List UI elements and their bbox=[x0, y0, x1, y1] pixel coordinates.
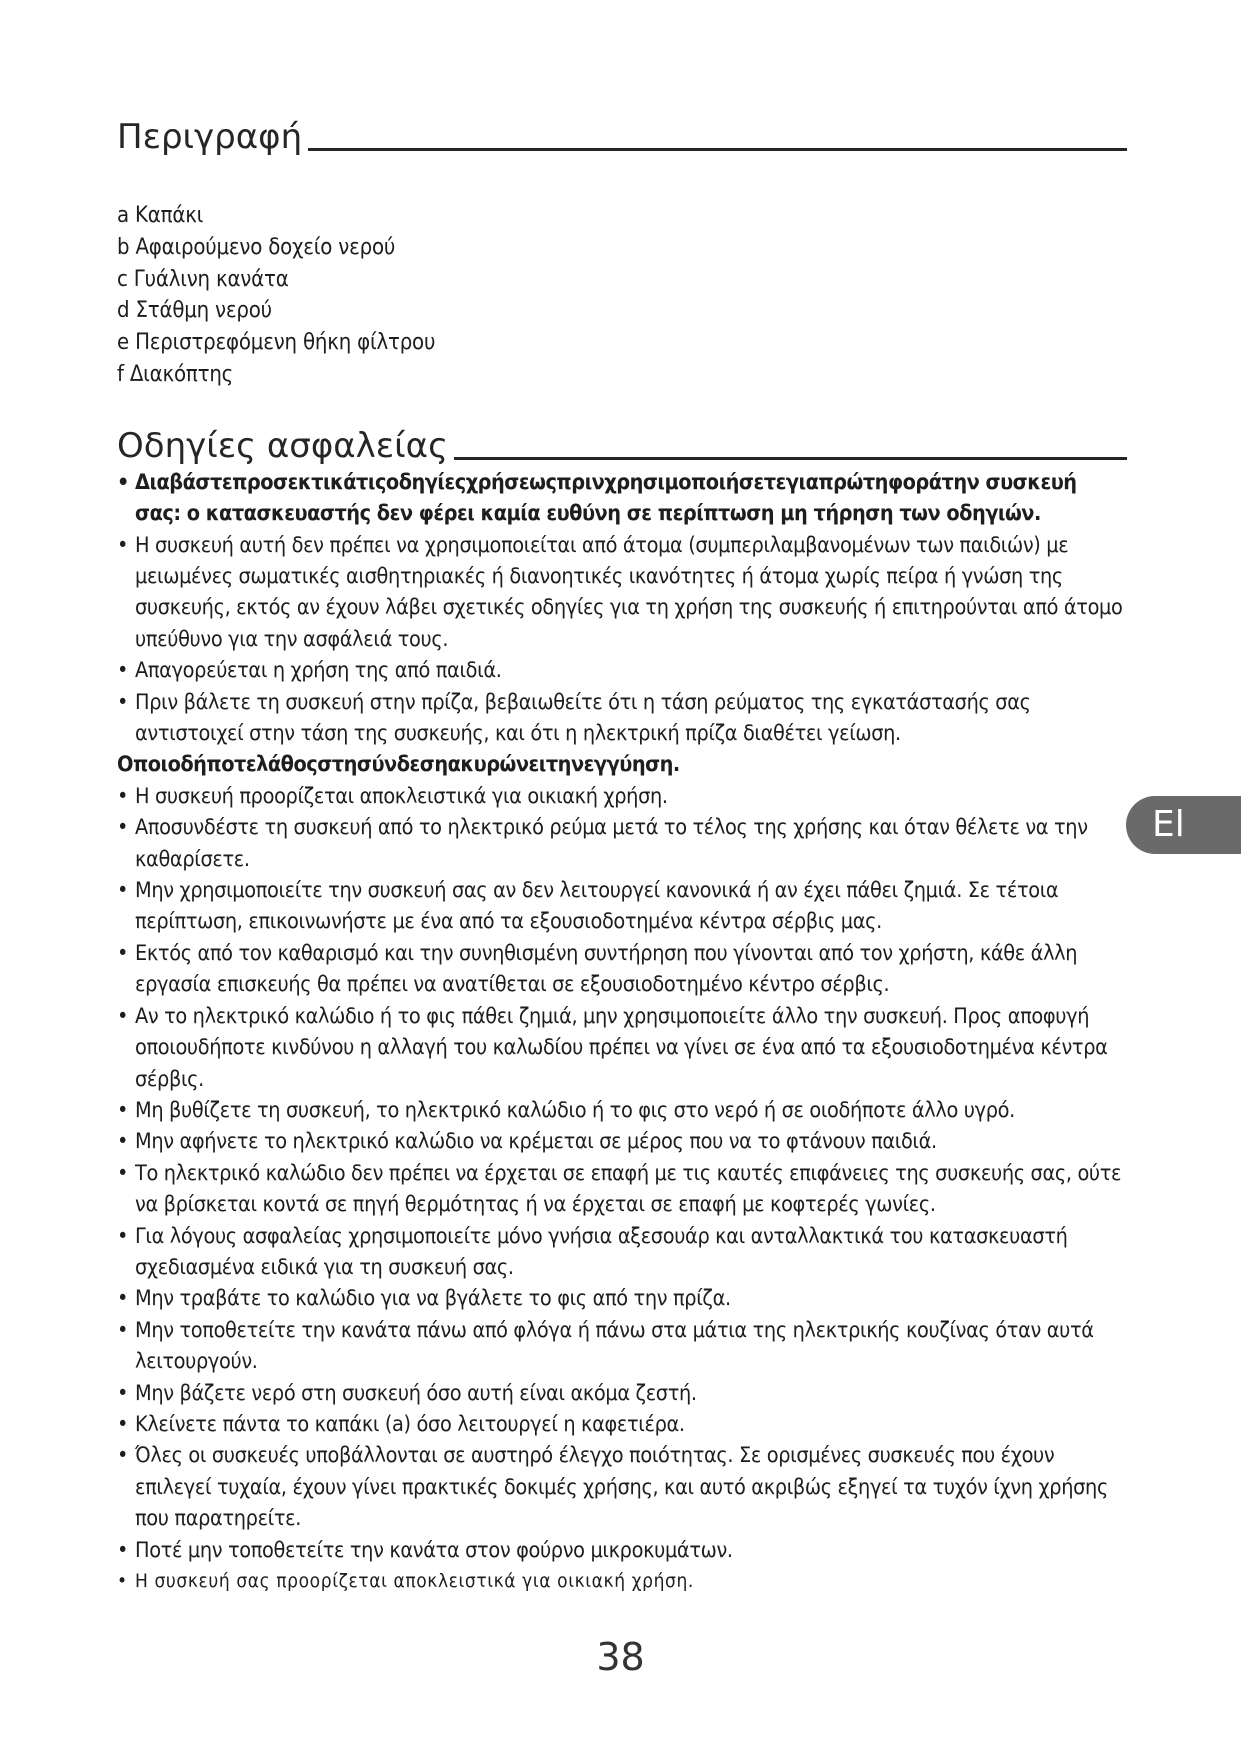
safety-item: • Μην χρησιμοποιείτε την συσκευή σας αν δεν λειτουργεί κανονικά ή αν έχει πάθει ζημιά. Σε τέτοια περίπτωση, επικοινωνήστε με ένα από τα εξουσιοδοτημένα κέντρα σέρβις μας. bbox=[117, 875, 1127, 938]
heading-rule bbox=[454, 457, 1127, 460]
safety-item: • Η συσκευή προορίζεται αποκλειστικά για οικιακή χρήση. bbox=[117, 781, 1127, 812]
part-item: a Καπάκι bbox=[117, 203, 204, 228]
safety-item: • Μην τοποθετείτε την κανάτα πάνω από φλόγα ή πάνω στα μάτια της ηλεκτρικής κουζίνας όταν αυτά λειτουργούν. bbox=[117, 1315, 1127, 1378]
heading-rule bbox=[308, 148, 1127, 151]
safety-item: • Για λόγους ασφαλείας χρησιμοποιείτε μόνο γνήσια αξεσουάρ και ανταλλακτικά του κατασκευαστή σχεδιασμένα ειδικά για τη συσκευή σας. bbox=[117, 1221, 1127, 1284]
safety-title: Οδηγίες ασφαλείας bbox=[117, 425, 449, 466]
safety-item: • Όλες οι συσκευές υποβάλλονται σε αυστηρό έλεγχο ποιότητας. Σε ορισμένες συσκευές που έχουν επιλεγεί τυχαία, έχουν γίνει πρακτικές δοκιμές χρήσης, και αυτό ακριβώς εξηγεί τα τυχόν ίχνη χρήσης που παρατηρείτε. bbox=[117, 1440, 1127, 1534]
part-item: b Αφαιρούμενο δοχείο νερού bbox=[117, 234, 396, 260]
page-number: 38 bbox=[596, 1635, 645, 1679]
safety-item: • Η συσκευή αυτή δεν πρέπει να χρησιμοποιείται από άτομα (συμπεριλαμβανομένων των παιδιών) με μειωμένες σωματικές αισθητηριακές ή διανοητικές ικανότητες ή άτομα χωρίς πείρα ή γνώση της συσκευής, εκτός αν έχουν λάβει σχετικές οδηγίες για τη χρήση της συσκευής ή επιτηρούνται από άτομο υπεύθυνο για την ασφάλειά τους. bbox=[117, 530, 1127, 656]
part-item: e Περιστρεφόμενη θήκη φίλτρου bbox=[117, 330, 436, 356]
parts-list bbox=[117, 200, 1127, 391]
safety-item: • Μη βυθίζετε τη συσκευή, το ηλεκτρικό καλώδιο ή το φις στο νερό ή σε οιοδήποτε άλλο υγρό. bbox=[117, 1095, 1127, 1126]
safety-item: • Μην βάζετε νερό στη συσκευή όσο αυτή είναι ακόμα ζεστή. bbox=[117, 1378, 1127, 1409]
safety-item: • Το ηλεκτρικό καλώδιο δεν πρέπει να έρχεται σε επαφή με τις καυτές επιφάνειες της συσκευής σας, ούτε να βρίσκεται κοντά σε πηγή θερμότητας ή να έρχεται σε επαφή με κοφτερές γωνίες. bbox=[117, 1158, 1127, 1221]
manual-page bbox=[117, 117, 1127, 1597]
safety-item: • Κλείνετε πάντα το καπάκι (a) όσο λειτουργεί η καφετιέρα. bbox=[117, 1409, 1127, 1440]
safety-item: • Πριν βάλετε τη συσκευή στην πρίζα, βεβαιωθείτε ότι η τάση ρεύματος της εγκατάστασής σας αντιστοιχεί στην τάση της συσκευής, και ότι η ηλεκτρική πρίζα διαθέτει γείωση. bbox=[117, 687, 1127, 750]
part-item: f Διακόπτης bbox=[117, 361, 234, 387]
part-item: c Γυάλινη κανάτα bbox=[117, 266, 289, 292]
safety-item: • Μην αφήνετε το ηλεκτρικό καλώδιο να κρέμεται σε μέρος που να το φτάνουν παιδιά. bbox=[117, 1126, 1127, 1157]
description-title: Περιγραφή bbox=[117, 117, 303, 157]
safety-item: • Αποσυνδέστε τη συσκευή από το ηλεκτρικό ρεύμα μετά το τέλος της χρήσης και όταν θέλετε να την καθαρίσετε. bbox=[117, 812, 1127, 875]
safety-item: • Απαγορεύεται η χρήση της από παιδιά. bbox=[117, 655, 1127, 686]
safety-list-continued bbox=[117, 781, 1127, 1598]
safety-item-final: • Η συσκευή σας προορίζεται αποκλειστικά για οικιακή χρήση. bbox=[117, 1566, 1127, 1597]
language-tab: El bbox=[1126, 796, 1241, 854]
part-item: d Στάθμη νερού bbox=[117, 298, 272, 324]
warranty-note: Οποιοδήποτελάθοςστησύνδεσηακυρώνειτηνεγγύηση. bbox=[117, 752, 680, 778]
safety-item: • Εκτός από τον καθαρισμό και την συνηθισμένη συντήρηση που γίνονται από τον χρήστη, κάθε άλλη εργασία επισκευής θα πρέπει να ανατίθεται σε εξουσιοδοτημένο κέντρο σέρβις. bbox=[117, 938, 1127, 1001]
safety-heading bbox=[117, 425, 1127, 466]
safety-item: • Ποτέ μην τοποθετείτε την κανάτα στον φούρνο μικροκυμάτων. bbox=[117, 1535, 1127, 1566]
safety-item: • Αν το ηλεκτρικό καλώδιο ή το φις πάθει ζημιά, μην χρησιμοποιείτε άλλο την συσκευή. Προς αποφυγή οποιουδήποτε κινδύνου η αλλαγή του καλωδίου πρέπει να γίνει σε ένα από τα εξουσιοδοτημένα κέντρα σέρβις. bbox=[117, 1001, 1127, 1095]
safety-item: • Μην τραβάτε το καλώδιο για να βγάλετε το φις από την πρίζα. bbox=[117, 1283, 1127, 1314]
safety-list bbox=[117, 467, 1127, 750]
safety-intro: • Διαβάστεπροσεκτικάτιςοδηγίεςχρήσεωςπρινχρησιμοποιήσετεγιαπρώτηφοράτην συσκευή σας: ο κατασκευαστής δεν φέρει καμία ευθύνη σε περίπτωση μη τήρηση των οδηγιών. bbox=[117, 467, 1127, 530]
description-heading bbox=[117, 117, 1127, 157]
